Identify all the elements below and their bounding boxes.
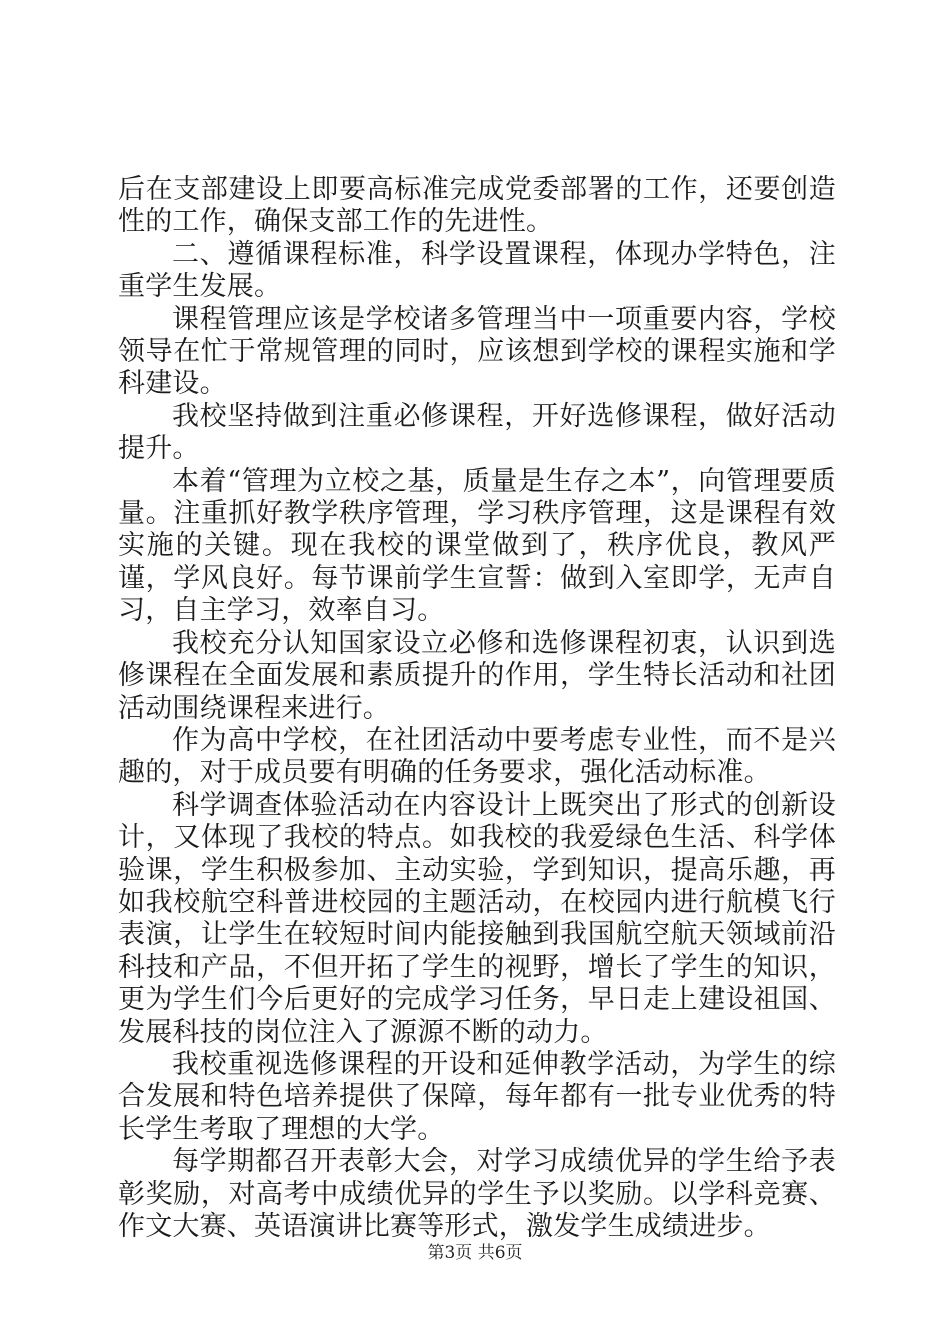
paragraph: 课程管理应该是学校诸多管理当中一项重要内容，学校领导在忙于常规管理的同时，应该想到学校的课程实施和学科建设。 bbox=[118, 303, 836, 400]
paragraph-continuation: 后在支部建设上即要高标准完成党委部署的工作，还要创造性的工作，确保支部工作的先进性。 bbox=[118, 174, 836, 238]
section-heading: 二、遵循课程标准，科学设置课程，体现办学特色，注重学生发展。 bbox=[118, 238, 836, 303]
paragraph: 科学调查体验活动在内容设计上既突出了形式的创新设计，又体现了我校的特点。如我校的我爱绿色生活、科学体验课，学生积极参加、主动实验，学到知识，提高乐趣，再如我校航空科普进校园的主题活动，在校园内进行航模飞行表演，让学生在较短时间内能接触到我国航空航天领域前沿科技和产品，不但开拓了学生的视野，增长了学生的知识，更为学生们今后更好的完成学习任务，早日走上建设祖国、发展科技的岗位注入了源源不断的动力。 bbox=[118, 789, 836, 1048]
paragraph: 我校重视选修课程的开设和延伸教学活动，为学生的综合发展和特色培养提供了保障，每年都有一批专业优秀的特长学生考取了理想的大学。 bbox=[118, 1048, 836, 1145]
paragraph: 每学期都召开表彰大会，对学习成绩优异的学生给予表彰奖励，对高考中成绩优异的学生予以奖励。以学科竞赛、作文大赛、英语演讲比赛等形式，激发学生成绩进步。 bbox=[118, 1146, 836, 1242]
paragraph: 我校充分认知国家设立必修和选修课程初衷，认识到选修课程在全面发展和素质提升的作用，学生特长活动和社团活动围绕课程来进行。 bbox=[118, 627, 836, 724]
paragraph: 作为高中学校，在社团活动中要考虑专业性，而不是兴趣的，对于成员要有明确的任务要求，强化活动标准。 bbox=[118, 724, 836, 789]
page-number-footer: 第3页 共6页 bbox=[427, 1243, 523, 1263]
paragraph: 我校坚持做到注重必修课程，开好选修课程，做好活动提升。 bbox=[118, 400, 836, 465]
paragraph: 本着“管理为立校之基，质量是生存之本”，向管理要质量。注重抓好教学秩序管理，学习秩序管理，这是课程有效实施的关键。现在我校的课堂做到了，秩序优良，教风严谨，学风良好。每节课前学生宣誓：做到入室即学，无声自习，自主学习，效率自习。 bbox=[118, 465, 836, 627]
document-body bbox=[118, 174, 836, 1243]
